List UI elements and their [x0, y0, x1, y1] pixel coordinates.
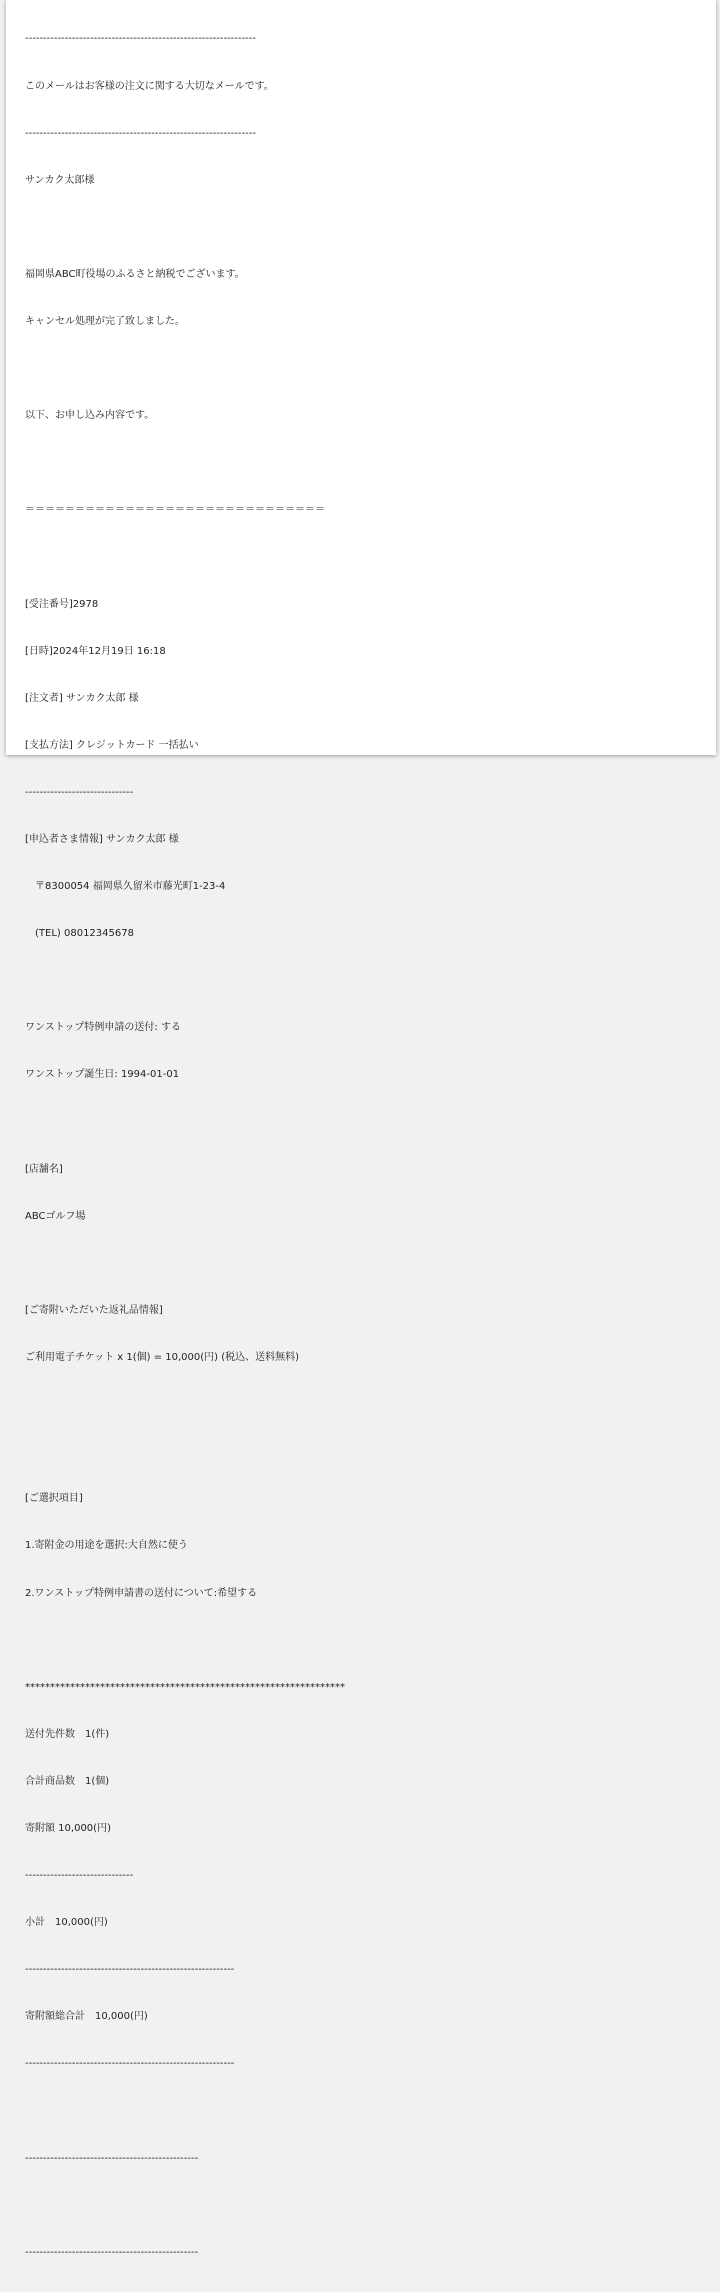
separator-line: ----------------------------------------------------------------: [25, 33, 256, 45]
donation-grand-total: 寄附額総合計 10,000(円): [25, 2011, 148, 2023]
separator-line: ------------------------------: [25, 786, 134, 798]
orderer-name: [注文者] サンカク太郎 様: [25, 692, 139, 704]
blank-line: [25, 455, 345, 471]
double-separator-line: ＝＝＝＝＝＝＝＝＝＝＝＝＝＝＝＝＝＝＝＝＝＝＝＝＝＝＝＝＝＝: [25, 504, 325, 516]
option-item: 2.ワンストップ特例申請書の送付について:希望する: [25, 1587, 258, 1599]
blank-line: [25, 361, 345, 377]
separator-line: ----------------------------------------------------------: [25, 1964, 235, 1976]
applicant-address: 〒8300054 福岡県久留米市藤光町1-23-4: [25, 881, 226, 893]
blank-line: [25, 1397, 345, 1413]
blank-line: [25, 973, 345, 989]
subtotal: 小計 10,000(円): [25, 1917, 108, 1929]
gift-item: ご利用電子チケット x 1(個) = 10,000(円) (税込、送料無料): [25, 1352, 300, 1364]
shipping-count: 送付先件数 1(件): [25, 1728, 110, 1740]
store-name: ABCゴルフ場: [25, 1210, 86, 1222]
applicant-phone: (TEL) 08012345678: [25, 928, 134, 940]
blank-line: [25, 1633, 345, 1649]
intro-text: 以下、お申し込み内容です。: [25, 410, 155, 422]
blank-line: [25, 220, 345, 236]
order-number: [受注番号]2978: [25, 598, 99, 610]
separator-line: ----------------------------------------------------------------: [25, 127, 256, 139]
email-message-card: [6, 0, 716, 2258]
blank-line: [25, 1444, 345, 1460]
email-body: [25, 0, 345, 2292]
asterisk-separator-line: ****************************************************************: [25, 1681, 345, 1693]
separator-line: ------------------------------------------------: [25, 2152, 199, 2164]
gift-info-label: [ご寄附いただいた返礼品情報]: [25, 1304, 163, 1316]
recipient-name: サンカク太郎様: [25, 174, 95, 186]
one-stop-request: ワンストップ特例申請の送付: する: [25, 1022, 181, 1034]
greeting-text: 福岡県ABC町役場のふるさと納税でございます。: [25, 268, 245, 280]
blank-line: [25, 1115, 345, 1131]
store-label: [店舗名]: [25, 1163, 63, 1175]
donation-amount: 寄附額 10,000(円): [25, 1822, 111, 1834]
blank-line: [25, 549, 345, 565]
cancel-complete-text: キャンセル処理が完了致しました。: [25, 315, 185, 327]
blank-line: [25, 2198, 345, 2214]
order-datetime: [日時]2024年12月19日 16:18: [25, 645, 166, 657]
total-items: 合計商品数 1(個): [25, 1775, 110, 1787]
separator-line: ----------------------------------------------------------: [25, 2058, 235, 2070]
one-stop-birthday: ワンストップ誕生日: 1994-01-01: [25, 1069, 180, 1081]
payment-method: [支払方法] クレジットカード 一括払い: [25, 739, 199, 751]
option-item: 1.寄附金の用途を選択:大自然に使う: [25, 1540, 188, 1552]
separator-line: ------------------------------------------------: [25, 2246, 199, 2258]
blank-line: [25, 2104, 345, 2120]
separator-line: ------------------------------: [25, 1870, 134, 1882]
notice-text: このメールはお客様の注文に関する大切なメールです。: [25, 80, 274, 92]
blank-line: [25, 1256, 345, 1272]
applicant-info: [申込者さま情報] サンカク太郎 様: [25, 834, 179, 845]
options-label: [ご選択項目]: [25, 1493, 83, 1505]
